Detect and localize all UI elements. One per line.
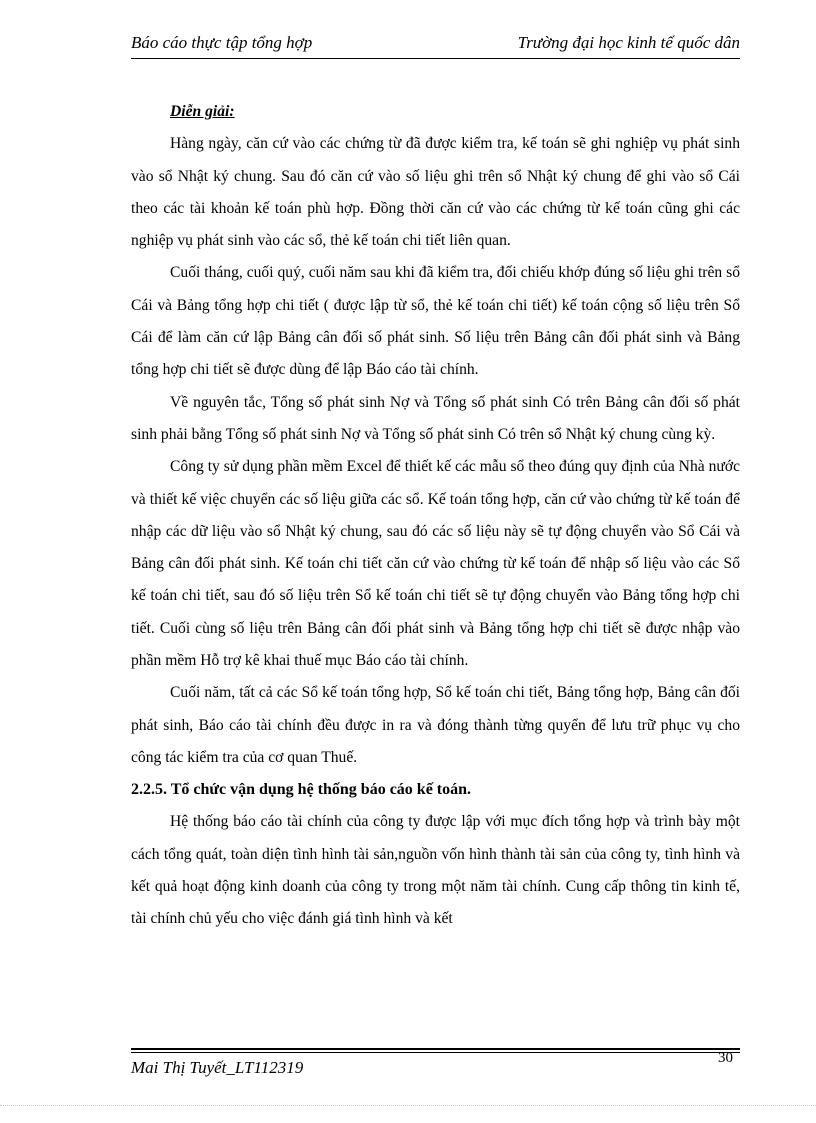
- page-header: [131, 30, 740, 59]
- paragraph-principle: Về nguyên tắc, Tổng số phát sinh Nợ và Tổng số phát sinh Có trên Bảng cân đối số phát sinh phải bằng Tổng số phát sinh Nợ và Tổng số phát sinh Có trên sổ Nhật ký chung cùng kỳ.: [131, 393, 740, 443]
- footer-author: Mai Thị Tuyết_LT112319: [131, 1058, 304, 1077]
- footer-divider-thin: [131, 1052, 740, 1053]
- header-university-name: Trường đại học kinh tế quốc dân: [517, 33, 740, 52]
- page-number: 30: [718, 1050, 733, 1066]
- paragraph-excel: Công ty sử dụng phần mềm Excel để thiết kế các mẫu sổ theo đúng quy định của Nhà nước và thiết kế việc chuyển các số liệu giữa các sổ. Kế toán tổng hợp, căn cứ vào chứng từ kế toán để nhập các dữ liệu vào sổ Nhật ký chung, sau đó các số liệu này sẽ tự động chuyển vào Sổ Cái và Bảng cân đối phát sinh. Kế toán chi tiết căn cứ vào chứng từ kế toán để nhập số liệu vào các Sổ kế toán chi tiết, sau đó số liệu trên Sổ kế toán chi tiết sẽ tự động chuyển vào Bảng tổng hợp chi tiết. Cuối cùng số liệu trên Bảng cân đối phát sinh và Bảng tổng hợp chi tiết sẽ được nhập vào phần mềm Hỗ trợ kê khai thuế mục Báo cáo tài chính.: [131, 458, 740, 670]
- explanation-label: Diễn giải:: [170, 103, 235, 120]
- page-break-line: [0, 1105, 816, 1106]
- header-report-title: Báo cáo thực tập tổng hợp: [131, 33, 313, 52]
- page-content: [131, 96, 740, 935]
- section-heading: 2.2.5. Tổ chức vận dụng hệ thống báo cáo kế toán.: [131, 781, 472, 799]
- paragraph-month-end: Cuối tháng, cuối quý, cuối năm sau khi đã kiểm tra, đối chiếu khớp đúng số liệu ghi trên sổ Cái và Bảng tổng hợp chi tiết ( được lập từ sổ, thẻ kế toán chi tiết) kế toán cộng số liệu trên Sổ Cái để làm căn cứ lập Bảng cân đối số phát sinh. Số liệu trên Bảng cân đối phát sinh và Bảng tổng hợp chi tiết sẽ được dùng để lập Báo cáo tài chính.: [131, 264, 740, 379]
- footer-divider-thick: [131, 1048, 740, 1050]
- paragraph-year-end: Cuối năm, tất cả các Sổ kế toán tổng hợp, Sổ kế toán chi tiết, Bảng tổng hợp, Bảng cân đối phát sinh, Báo cáo tài chính đều được in ra và đóng thành từng quyển để lưu trữ phục vụ cho công tác kiểm tra của cơ quan Thuế.: [131, 684, 740, 766]
- paragraph-daily: Hàng ngày, căn cứ vào các chứng từ đã được kiểm tra, kế toán sẽ ghi nghiệp vụ phát sinh vào sổ Nhật ký chung. Sau đó căn cứ vào số liệu ghi trên sổ Nhật ký chung để ghi vào sổ Cái theo các tài khoản kế toán phù hợp. Đồng thời căn cứ vào các chứng từ kế toán cũng ghi các nghiệp vụ phát sinh vào các sổ, thẻ kế toán chi tiết liên quan.: [131, 135, 740, 250]
- paragraph-financial-reports: Hệ thống báo cáo tài chính của công ty được lập với mục đích tổng hợp và trình bày một cách tổng quát, toàn diện tình hình tài sản,nguồn vốn hình thành tài sản của công ty, tình hình và kết quả hoạt động kinh doanh của công ty trong một năm tài chính. Cung cấp thông tin kinh tế, tài chính chủ yếu cho việc đánh giá tình hình và kết: [131, 813, 740, 928]
